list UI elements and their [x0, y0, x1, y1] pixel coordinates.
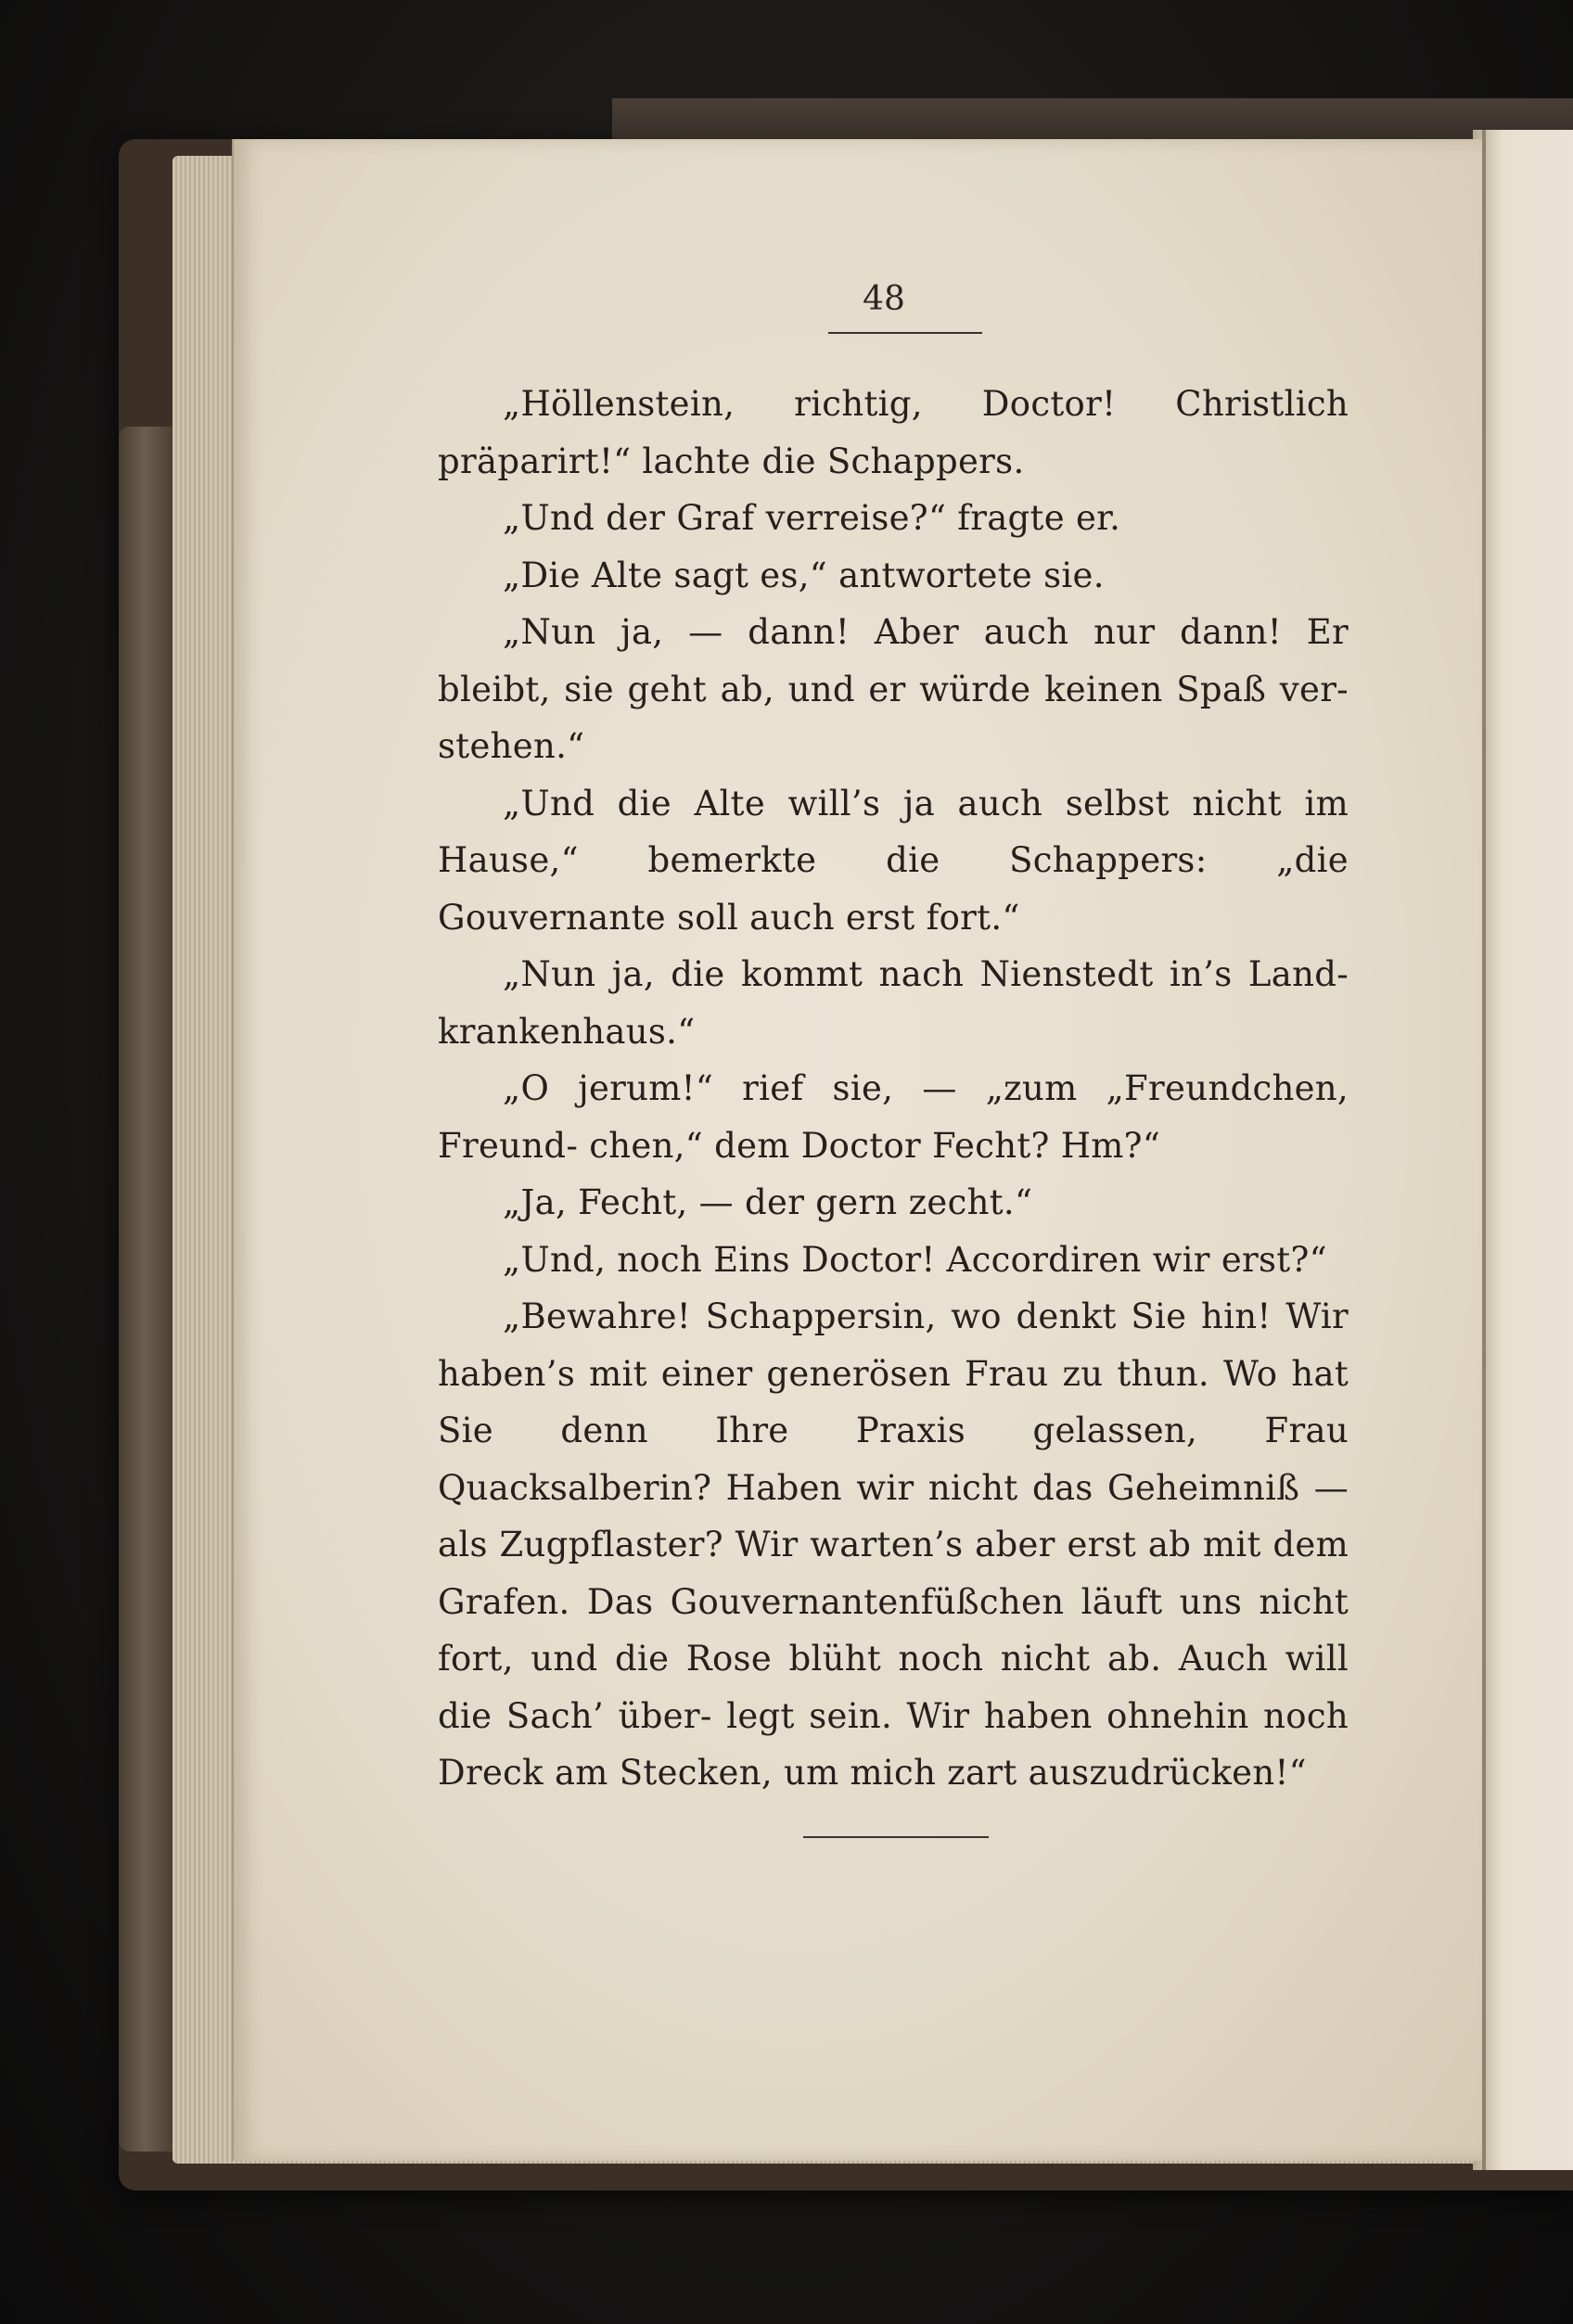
paragraph: „Höllenstein, richtig, Doctor! Christlich präparirt!“ lachte die Schappers.	[438, 384, 1349, 481]
page-number: 48	[863, 280, 905, 318]
paragraph: „Und der Graf verreise?“ fragte er.	[503, 498, 1121, 538]
paragraph: „Nun ja, — dann! Aber auch nur dann! Er bleibt, sie geht ab, und er würde keinen Spaß ver- stehen.“	[438, 612, 1349, 766]
end-rule	[803, 1836, 989, 1838]
facing-page-edge	[1473, 130, 1573, 2170]
header-rule	[828, 332, 982, 334]
paragraph: „Nun ja, die kommt nach Nienstedt in’s Land- krankenhaus.“	[438, 954, 1349, 1052]
paragraph: „Bewahre! Schappersin, wo denkt Sie hin! Wir haben’s mit einer generösen Frau zu thun. Wo hat Sie denn Ihre Praxis gelassen, Frau Quacksalberin? Haben wir nicht das Geheimniß — als Zugpflaster? Wir warten’s aber erst ab mit dem Grafen. Das Gouvernantenfüßchen läuft uns nicht fort, und die Rose blüht noch nicht ab. Auch will die Sach’ über- legt sein. Wir haben ohnehin noch Dreck am Stecken, um mich zart auszudrücken!“	[438, 1296, 1349, 1793]
paragraph: „Und, noch Eins Doctor! Accordiren wir erst?“	[503, 1239, 1327, 1280]
gutter-line	[1482, 130, 1486, 2170]
paragraph: „O jerum!“ rief sie, — „zum „Freundchen, Freund- chen,“ dem Doctor Fecht? Hm?“	[438, 1068, 1349, 1166]
paragraph: „Ja, Fecht, — der gern zecht.“	[503, 1182, 1033, 1222]
paragraph: „Und die Alte will’s ja auch selbst nicht im Hause,“ bemerkte die Schappers: „die Gouvernante soll auch erst fort.“	[438, 783, 1349, 938]
paragraph: „Die Alte sagt es,“ antwortete sie.	[503, 555, 1105, 595]
page-body	[438, 376, 1349, 1802]
